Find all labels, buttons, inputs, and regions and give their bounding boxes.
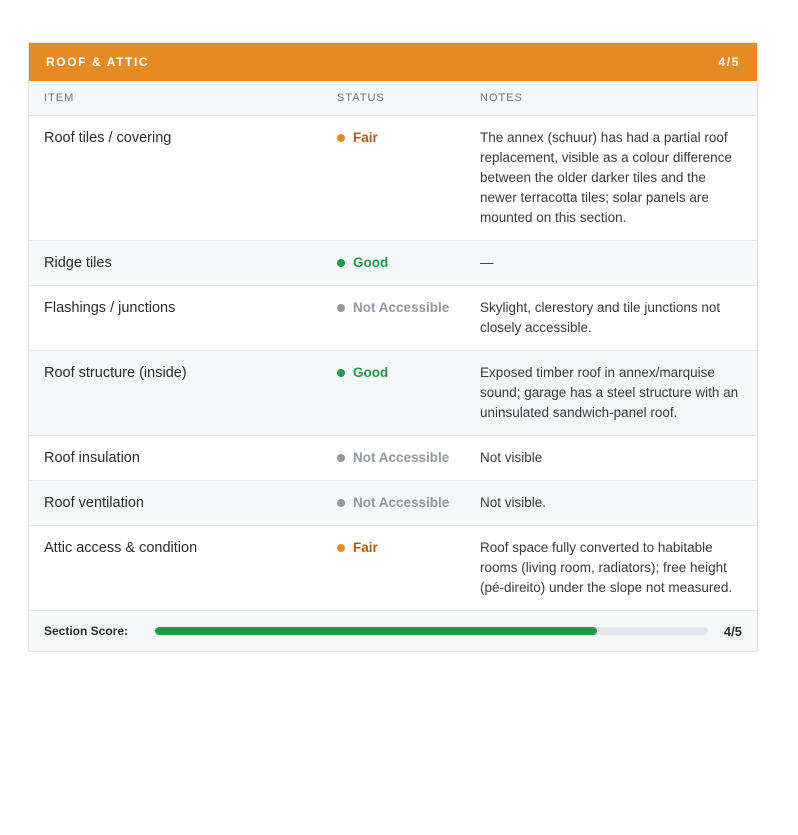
row-item: Ridge tiles (44, 255, 112, 271)
status-badge (337, 538, 480, 558)
row-item: Roof ventilation (44, 495, 144, 511)
status-label: Not Accessible (353, 450, 450, 465)
row-notes: — (480, 255, 494, 270)
section-header (29, 43, 757, 81)
status-dot-icon (337, 259, 345, 267)
status-badge (337, 298, 480, 318)
row-notes: Exposed timber roof in annex/marquise sound; garage has a steel structure with an uninsulated sandwich-panel roof. (480, 365, 739, 420)
status-dot-icon (337, 544, 345, 552)
column-header-notes: NOTES (480, 92, 523, 104)
status-badge (337, 363, 480, 383)
score-progress-fill (155, 627, 597, 635)
section-title: ROOF & ATTIC (46, 55, 150, 69)
section-score-badge: 4/5 (718, 55, 740, 69)
table-row (29, 526, 757, 611)
section-card (28, 42, 758, 652)
section-score-footer (29, 611, 757, 651)
row-notes: Roof space fully converted to habitable rooms (living room, radiators); free height (pé-direito) under the slope not measured. (480, 540, 733, 595)
status-label: Fair (353, 540, 378, 555)
status-label: Fair (353, 130, 378, 145)
table-row (29, 241, 757, 286)
section-score-label: Section Score: (44, 624, 129, 638)
row-notes: Not visible. (480, 495, 547, 510)
status-label: Not Accessible (353, 495, 450, 510)
row-item: Roof tiles / covering (44, 130, 172, 146)
status-badge (337, 253, 480, 273)
table-row (29, 351, 757, 436)
status-label: Good (353, 255, 389, 270)
column-header-status: STATUS (337, 92, 385, 104)
status-dot-icon (337, 304, 345, 312)
section-score-value: 4/5 (723, 623, 742, 639)
table-row (29, 286, 757, 351)
row-notes: The annex (schuur) has had a partial roof replacement, visible as a colour difference between the older darker tiles and the newer terracotta tiles; solar panels are mounted on this section. (480, 130, 732, 225)
row-item: Roof insulation (44, 450, 140, 466)
status-dot-icon (337, 499, 345, 507)
row-item: Roof structure (inside) (44, 365, 187, 381)
status-dot-icon (337, 134, 345, 142)
row-item: Flashings / junctions (44, 300, 176, 316)
score-progress-bar (155, 627, 708, 635)
table-row (29, 481, 757, 526)
column-header-item: ITEM (44, 92, 75, 104)
status-dot-icon (337, 369, 345, 377)
row-item: Attic access & condition (44, 540, 198, 556)
table-row (29, 436, 757, 481)
table-header (29, 81, 757, 116)
row-notes: Not visible (480, 450, 543, 465)
status-label: Not Accessible (353, 300, 450, 315)
status-label: Good (353, 365, 389, 380)
table-row (29, 116, 757, 241)
status-dot-icon (337, 454, 345, 462)
row-notes: Skylight, clerestory and tile junctions not closely accessible. (480, 300, 721, 335)
status-badge (337, 128, 480, 148)
status-badge (337, 493, 480, 513)
status-badge (337, 448, 480, 468)
